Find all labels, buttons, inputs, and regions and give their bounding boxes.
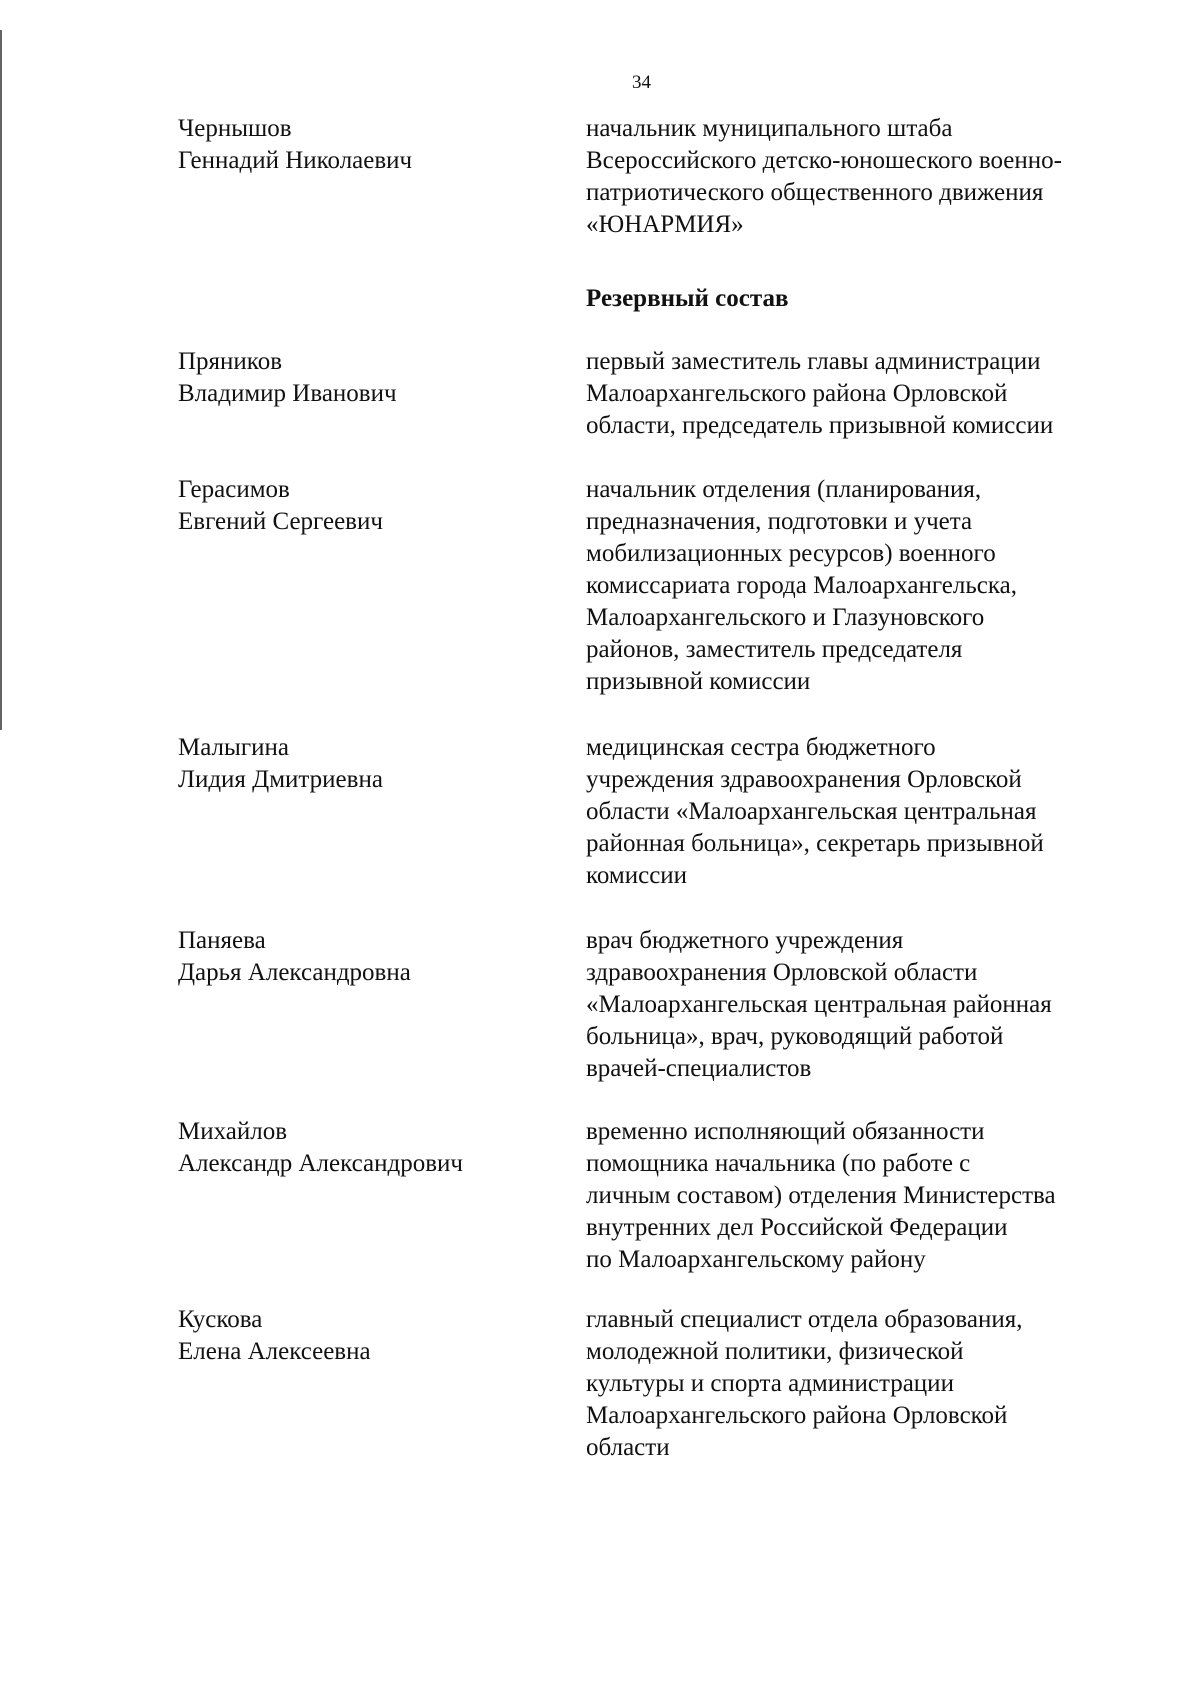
member-name: [178, 113, 558, 177]
position-line: области: [586, 1434, 670, 1461]
member-surname: Михайлов: [178, 1118, 288, 1145]
position-line: области, председатель призывной комиссии: [586, 412, 1054, 439]
position-line: Малоархангельского района Орловской: [586, 1402, 1008, 1429]
member-given-name: Владимир Иванович: [178, 380, 397, 407]
position-line: главный специалист отдела образования,: [586, 1306, 1023, 1333]
position-line: временно исполняющий обязанности: [586, 1118, 985, 1145]
position-line: Малоархангельского и Глазуновского: [586, 604, 985, 631]
member-name: [178, 1116, 558, 1180]
member-given-name: Лидия Дмитриевна: [178, 766, 383, 793]
member-given-name: Дарья Александровна: [178, 959, 411, 986]
position-line: Малоархангельского района Орловской: [586, 380, 1008, 407]
member-surname: Герасимов: [178, 476, 290, 503]
member-position: [586, 732, 1146, 892]
position-line: здравоохранения Орловской области: [586, 959, 978, 986]
member-name: [178, 346, 558, 410]
position-line: патриотического общественного движения: [586, 179, 1044, 206]
position-line: области «Малоархангельская центральная: [586, 798, 1037, 825]
position-line: больница», врач, руководящий работой: [586, 1023, 1004, 1050]
position-line: комиссии: [586, 862, 688, 889]
position-line: «Малоархангельская центральная районная: [586, 991, 1052, 1018]
member-position: [586, 346, 1146, 442]
member-position: [586, 474, 1146, 698]
position-line: помощника начальника (по работе с: [586, 1150, 971, 1177]
member-name: [178, 732, 558, 796]
member-given-name: Елена Алексеевна: [178, 1338, 371, 1365]
member-surname: Паняева: [178, 927, 266, 954]
position-line: врач бюджетного учреждения: [586, 927, 904, 954]
position-line: молодежной политики, физической: [586, 1338, 964, 1365]
member-given-name: Геннадий Николаевич: [178, 147, 413, 174]
member-name: [178, 1304, 558, 1368]
position-line: начальник отделения (планирования,: [586, 476, 982, 503]
member-surname: Чернышов: [178, 115, 292, 142]
member-position: [586, 925, 1146, 1085]
member-given-name: Евгений Сергеевич: [178, 508, 383, 535]
position-line: врачей-специалистов: [586, 1055, 812, 1082]
member-surname: Малыгина: [178, 734, 289, 761]
member-given-name: Александр Александрович: [178, 1150, 463, 1177]
member-position: [586, 1116, 1146, 1276]
position-line: Всероссийского детско-юношеского военно-: [586, 147, 1062, 174]
position-line: медицинская сестра бюджетного: [586, 734, 936, 761]
position-line: культуры и спорта администрации: [586, 1370, 954, 1397]
section-heading: Резервный состав: [586, 285, 789, 312]
position-line: личным составом) отделения Министерства: [586, 1182, 1056, 1209]
position-line: начальник муниципального штаба: [586, 115, 953, 142]
position-line: районная больница», секретарь призывной: [586, 830, 1044, 857]
position-line: по Малоархангельскому району: [586, 1246, 926, 1273]
position-line: внутренних дел Российской Федерации: [586, 1214, 1008, 1241]
position-line: учреждения здравоохранения Орловской: [586, 766, 1022, 793]
member-surname: Кускова: [178, 1306, 263, 1333]
member-name: [178, 474, 558, 538]
member-position: [586, 1304, 1146, 1464]
position-line: предназначения, подготовки и учета: [586, 508, 973, 535]
position-line: призывной комиссии: [586, 668, 811, 695]
member-position: [586, 113, 1146, 241]
position-line: «ЮНАРМИЯ»: [586, 211, 744, 238]
page-number: 34: [632, 72, 651, 93]
member-surname: Пряников: [178, 348, 282, 375]
position-line: мобилизационных ресурсов) военного: [586, 540, 996, 567]
member-name: [178, 925, 558, 989]
position-line: комиссариата города Малоархангельска,: [586, 572, 1017, 599]
position-line: районов, заместитель председателя: [586, 636, 963, 663]
scan-edge-line: [0, 30, 2, 730]
position-line: первый заместитель главы администрации: [586, 348, 1041, 375]
